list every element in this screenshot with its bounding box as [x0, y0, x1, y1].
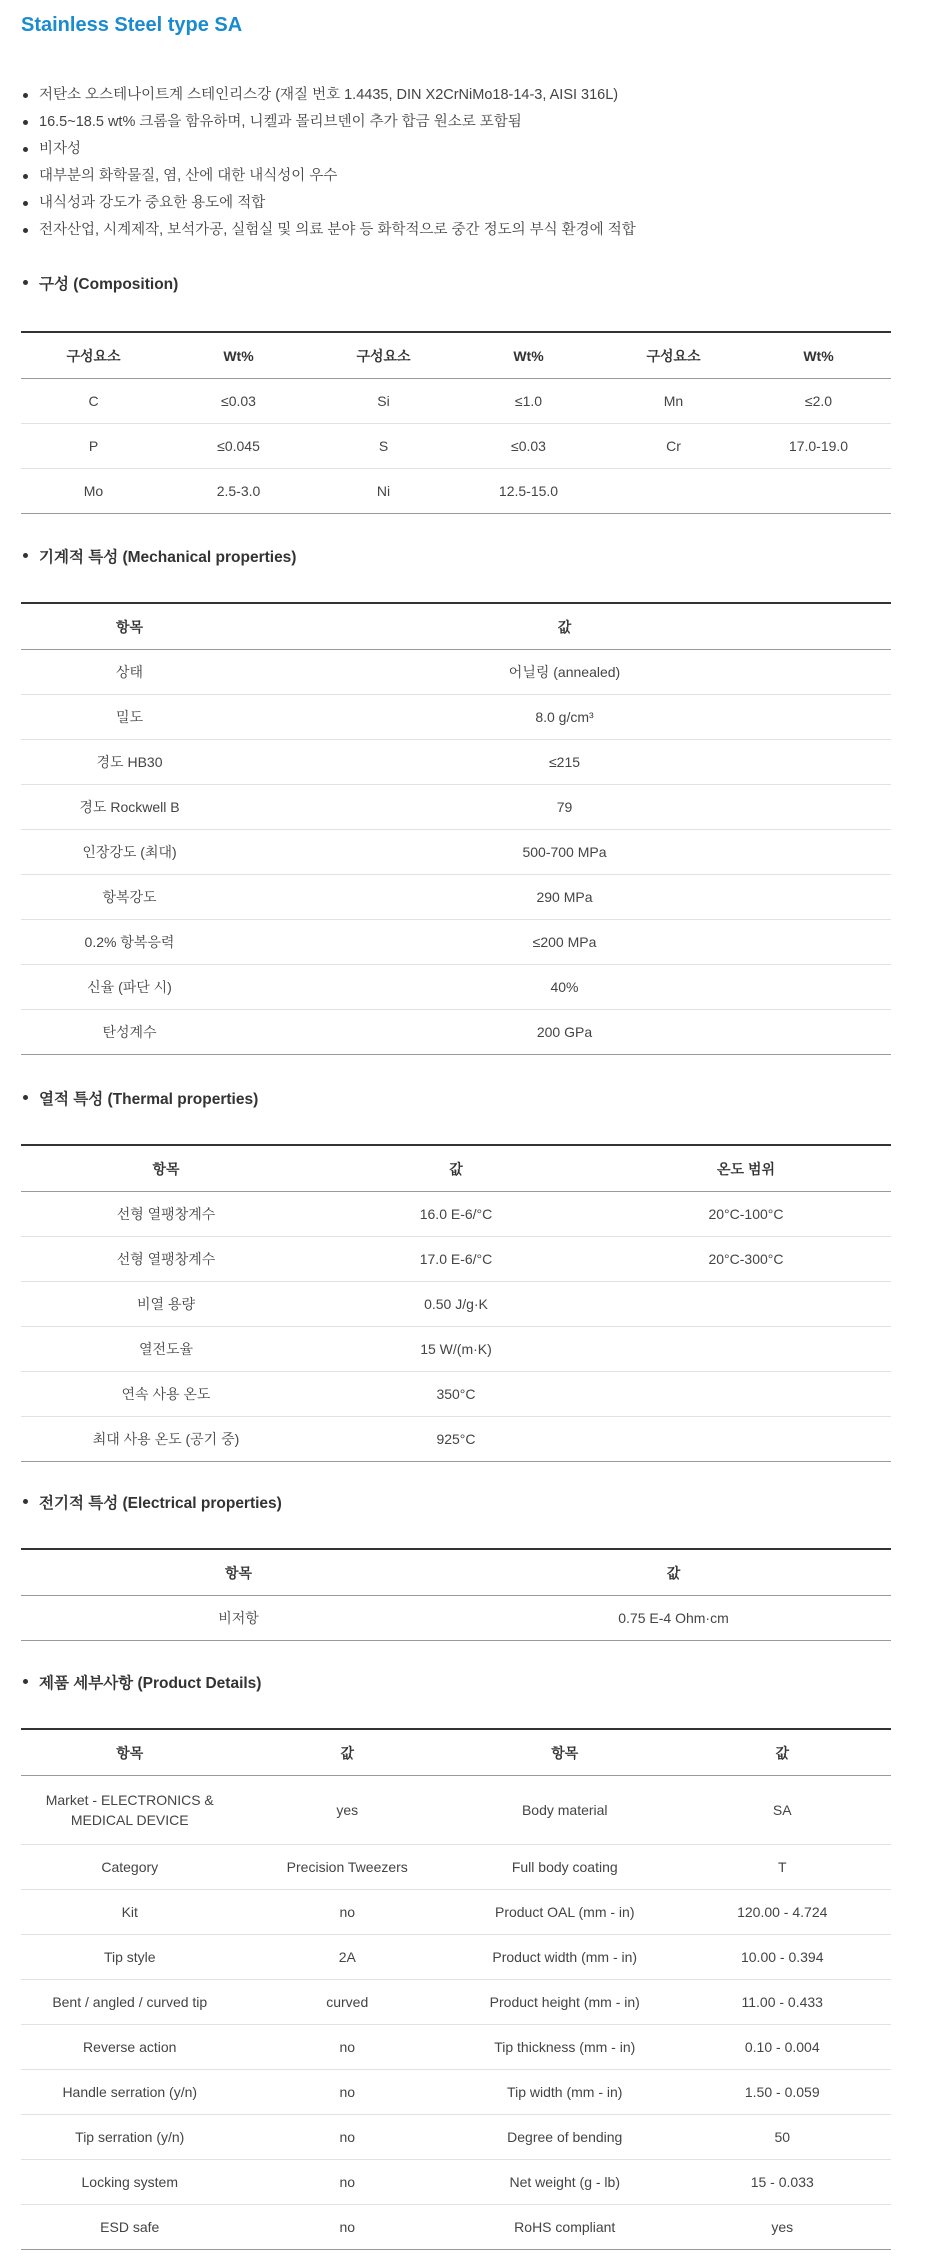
table-cell: Ni: [311, 469, 456, 514]
column-header: 값: [311, 1145, 601, 1192]
table-cell: 11.00 - 0.433: [674, 1980, 892, 2025]
table-cell: 열전도율: [21, 1327, 311, 1372]
table-row: [21, 1890, 891, 1935]
table-cell: yes: [239, 1776, 457, 1845]
table-cell: ≤215: [238, 740, 891, 785]
table-cell: 2.5-3.0: [166, 469, 311, 514]
column-header: Wt%: [746, 332, 891, 379]
table-row: [21, 740, 891, 785]
table-cell: 선형 열팽창계수: [21, 1237, 311, 1282]
column-header: 값: [238, 603, 891, 650]
table-row: [21, 920, 891, 965]
table-header-row: [21, 1145, 891, 1192]
table-cell: 신율 (파단 시): [21, 965, 238, 1010]
table-cell: 290 MPa: [238, 875, 891, 920]
column-header: Wt%: [166, 332, 311, 379]
table-cell: ≤0.045: [166, 424, 311, 469]
column-header: 구성요소: [311, 332, 456, 379]
table-row: [21, 1192, 891, 1237]
table-cell: ≤200 MPa: [238, 920, 891, 965]
column-header: 값: [674, 1729, 892, 1776]
mechanical-heading: 기계적 특성 (Mechanical properties): [21, 545, 296, 567]
column-header: 값: [456, 1549, 891, 1596]
table-row: [21, 1596, 891, 1641]
table-cell: 밀도: [21, 695, 238, 740]
table-row: [21, 785, 891, 830]
intro-item: 대부분의 화학물질, 염, 산에 대한 내식성이 우수: [21, 163, 901, 190]
table-row: [21, 650, 891, 695]
table-row: [21, 1327, 891, 1372]
column-header: 항목: [21, 1549, 456, 1596]
table-cell: ≤0.03: [166, 379, 311, 424]
electrical-heading: 전기적 특성 (Electrical properties): [21, 1491, 282, 1513]
table-cell: 0.2% 항복응력: [21, 920, 238, 965]
table-row: [21, 1980, 891, 2025]
table-row: [21, 2115, 891, 2160]
mechanical-table: [21, 602, 891, 1055]
table-row: [21, 379, 891, 424]
table-cell: curved: [239, 1980, 457, 2025]
table-cell: no: [239, 1890, 457, 1935]
intro-list: [21, 82, 901, 244]
table-cell: 20°C-300°C: [601, 1237, 891, 1282]
table-cell: 경도 Rockwell B: [21, 785, 238, 830]
electrical-table: [21, 1548, 891, 1641]
table-cell: Full body coating: [456, 1845, 674, 1890]
table-cell: 비열 용량: [21, 1282, 311, 1327]
table-cell: 350°C: [311, 1372, 601, 1417]
table-cell: Handle serration (y/n): [21, 2070, 239, 2115]
table-cell: P: [21, 424, 166, 469]
table-row: [21, 830, 891, 875]
table-header-row: [21, 332, 891, 379]
table-cell: Kit: [21, 1890, 239, 1935]
table-cell: 17.0 E-6/°C: [311, 1237, 601, 1282]
table-row: [21, 1845, 891, 1890]
table-cell: Locking system: [21, 2160, 239, 2205]
table-cell: no: [239, 2025, 457, 2070]
table-row: [21, 1372, 891, 1417]
table-cell: 500-700 MPa: [238, 830, 891, 875]
column-header: 구성요소: [21, 332, 166, 379]
table-cell: ≤2.0: [746, 379, 891, 424]
table-cell: Net weight (g - lb): [456, 2160, 674, 2205]
table-cell: Tip thickness (mm - in): [456, 2025, 674, 2070]
table-cell: yes: [674, 2205, 892, 2250]
table-cell: [601, 1417, 891, 1462]
table-cell: Product height (mm - in): [456, 1980, 674, 2025]
table-cell: 0.50 J/g·K: [311, 1282, 601, 1327]
table-cell: C: [21, 379, 166, 424]
table-row: [21, 2070, 891, 2115]
table-cell: 20°C-100°C: [601, 1192, 891, 1237]
table-cell: Precision Tweezers: [239, 1845, 457, 1890]
composition-table: [21, 331, 891, 514]
table-cell: 10.00 - 0.394: [674, 1935, 892, 1980]
table-cell: ≤1.0: [456, 379, 601, 424]
column-header: 항목: [21, 603, 238, 650]
table-cell: 경도 HB30: [21, 740, 238, 785]
table-cell: Reverse action: [21, 2025, 239, 2070]
table-cell: no: [239, 2070, 457, 2115]
table-row: [21, 2205, 891, 2250]
table-cell: 12.5-15.0: [456, 469, 601, 514]
table-row: [21, 424, 891, 469]
thermal-heading: 열적 특성 (Thermal properties): [21, 1087, 258, 1109]
table-row: [21, 2160, 891, 2205]
table-row: [21, 1776, 891, 1845]
table-cell: 40%: [238, 965, 891, 1010]
table-cell: Tip style: [21, 1935, 239, 1980]
intro-item: 내식성과 강도가 중요한 용도에 적합: [21, 190, 901, 217]
table-header-row: [21, 1729, 891, 1776]
table-cell: no: [239, 2160, 457, 2205]
table-cell: 2A: [239, 1935, 457, 1980]
table-cell: 925°C: [311, 1417, 601, 1462]
intro-item: 비자성: [21, 136, 901, 163]
table-cell: Degree of bending: [456, 2115, 674, 2160]
table-cell: Product OAL (mm - in): [456, 1890, 674, 1935]
table-cell: T: [674, 1845, 892, 1890]
table-cell: ESD safe: [21, 2205, 239, 2250]
table-cell: Bent / angled / curved tip: [21, 1980, 239, 2025]
table-row: [21, 695, 891, 740]
table-cell: 200 GPa: [238, 1010, 891, 1055]
table-cell: 비저항: [21, 1596, 456, 1641]
table-row: [21, 1282, 891, 1327]
column-header: 항목: [21, 1145, 311, 1192]
page-title: Stainless Steel type SA: [21, 14, 243, 36]
table-cell: 16.0 E-6/°C: [311, 1192, 601, 1237]
table-cell: Product width (mm - in): [456, 1935, 674, 1980]
intro-item: 16.5~18.5 wt% 크롬을 함유하며, 니켈과 몰리브덴이 추가 합금 원소로 포함됨: [21, 109, 901, 136]
table-cell: 50: [674, 2115, 892, 2160]
table-cell: 어닐링 (annealed): [238, 650, 891, 695]
table-cell: 1.50 - 0.059: [674, 2070, 892, 2115]
table-cell: [601, 469, 746, 514]
table-row: [21, 965, 891, 1010]
column-header: 온도 범위: [601, 1145, 891, 1192]
table-cell: no: [239, 2115, 457, 2160]
table-cell: 120.00 - 4.724: [674, 1890, 892, 1935]
table-row: [21, 875, 891, 920]
table-cell: 15 W/(m·K): [311, 1327, 601, 1372]
table-cell: SA: [674, 1776, 892, 1845]
column-header: 항목: [456, 1729, 674, 1776]
table-header-row: [21, 603, 891, 650]
table-row: [21, 1237, 891, 1282]
column-header: 값: [239, 1729, 457, 1776]
table-cell: 선형 열팽창계수: [21, 1192, 311, 1237]
intro-item: 저탄소 오스테나이트계 스테인리스강 (재질 번호 1.4435, DIN X2CrNiMo18-14-3, AISI 316L): [21, 82, 901, 109]
table-cell: Cr: [601, 424, 746, 469]
column-header: 항목: [21, 1729, 239, 1776]
table-cell: 0.75 E-4 Ohm·cm: [456, 1596, 891, 1641]
table-cell: 8.0 g/cm³: [238, 695, 891, 740]
table-cell: Category: [21, 1845, 239, 1890]
table-cell: [601, 1372, 891, 1417]
table-cell: ≤0.03: [456, 424, 601, 469]
table-cell: RoHS compliant: [456, 2205, 674, 2250]
table-cell: 인장강도 (최대): [21, 830, 238, 875]
table-cell: Mo: [21, 469, 166, 514]
table-cell: [746, 469, 891, 514]
column-header: 구성요소: [601, 332, 746, 379]
table-cell: Mn: [601, 379, 746, 424]
table-row: [21, 2025, 891, 2070]
composition-heading: 구성 (Composition): [21, 272, 178, 294]
table-cell: 최대 사용 온도 (공기 중): [21, 1417, 311, 1462]
column-header: Wt%: [456, 332, 601, 379]
table-cell: Tip serration (y/n): [21, 2115, 239, 2160]
intro-item: 전자산업, 시계제작, 보석가공, 실험실 및 의료 분야 등 화학적으로 중간 정도의 부식 환경에 적합: [21, 217, 901, 244]
table-row: [21, 1010, 891, 1055]
table-cell: [601, 1282, 891, 1327]
table-row: [21, 469, 891, 514]
table-cell: [601, 1327, 891, 1372]
details-heading: 제품 세부사항 (Product Details): [21, 1671, 261, 1693]
table-cell: S: [311, 424, 456, 469]
table-cell: Si: [311, 379, 456, 424]
table-cell: 탄성계수: [21, 1010, 238, 1055]
table-cell: 상태: [21, 650, 238, 695]
table-header-row: [21, 1549, 891, 1596]
table-row: [21, 1417, 891, 1462]
table-cell: 15 - 0.033: [674, 2160, 892, 2205]
table-cell: 0.10 - 0.004: [674, 2025, 892, 2070]
details-table: [21, 1728, 891, 2250]
table-cell: Tip width (mm - in): [456, 2070, 674, 2115]
table-cell: 연속 사용 온도: [21, 1372, 311, 1417]
table-cell: no: [239, 2205, 457, 2250]
table-cell: 항복강도: [21, 875, 238, 920]
table-cell: Market - ELECTRONICS & MEDICAL DEVICE: [21, 1776, 239, 1845]
table-cell: 79: [238, 785, 891, 830]
table-cell: Body material: [456, 1776, 674, 1845]
thermal-table: [21, 1144, 891, 1462]
table-cell: 17.0-19.0: [746, 424, 891, 469]
table-row: [21, 1935, 891, 1980]
